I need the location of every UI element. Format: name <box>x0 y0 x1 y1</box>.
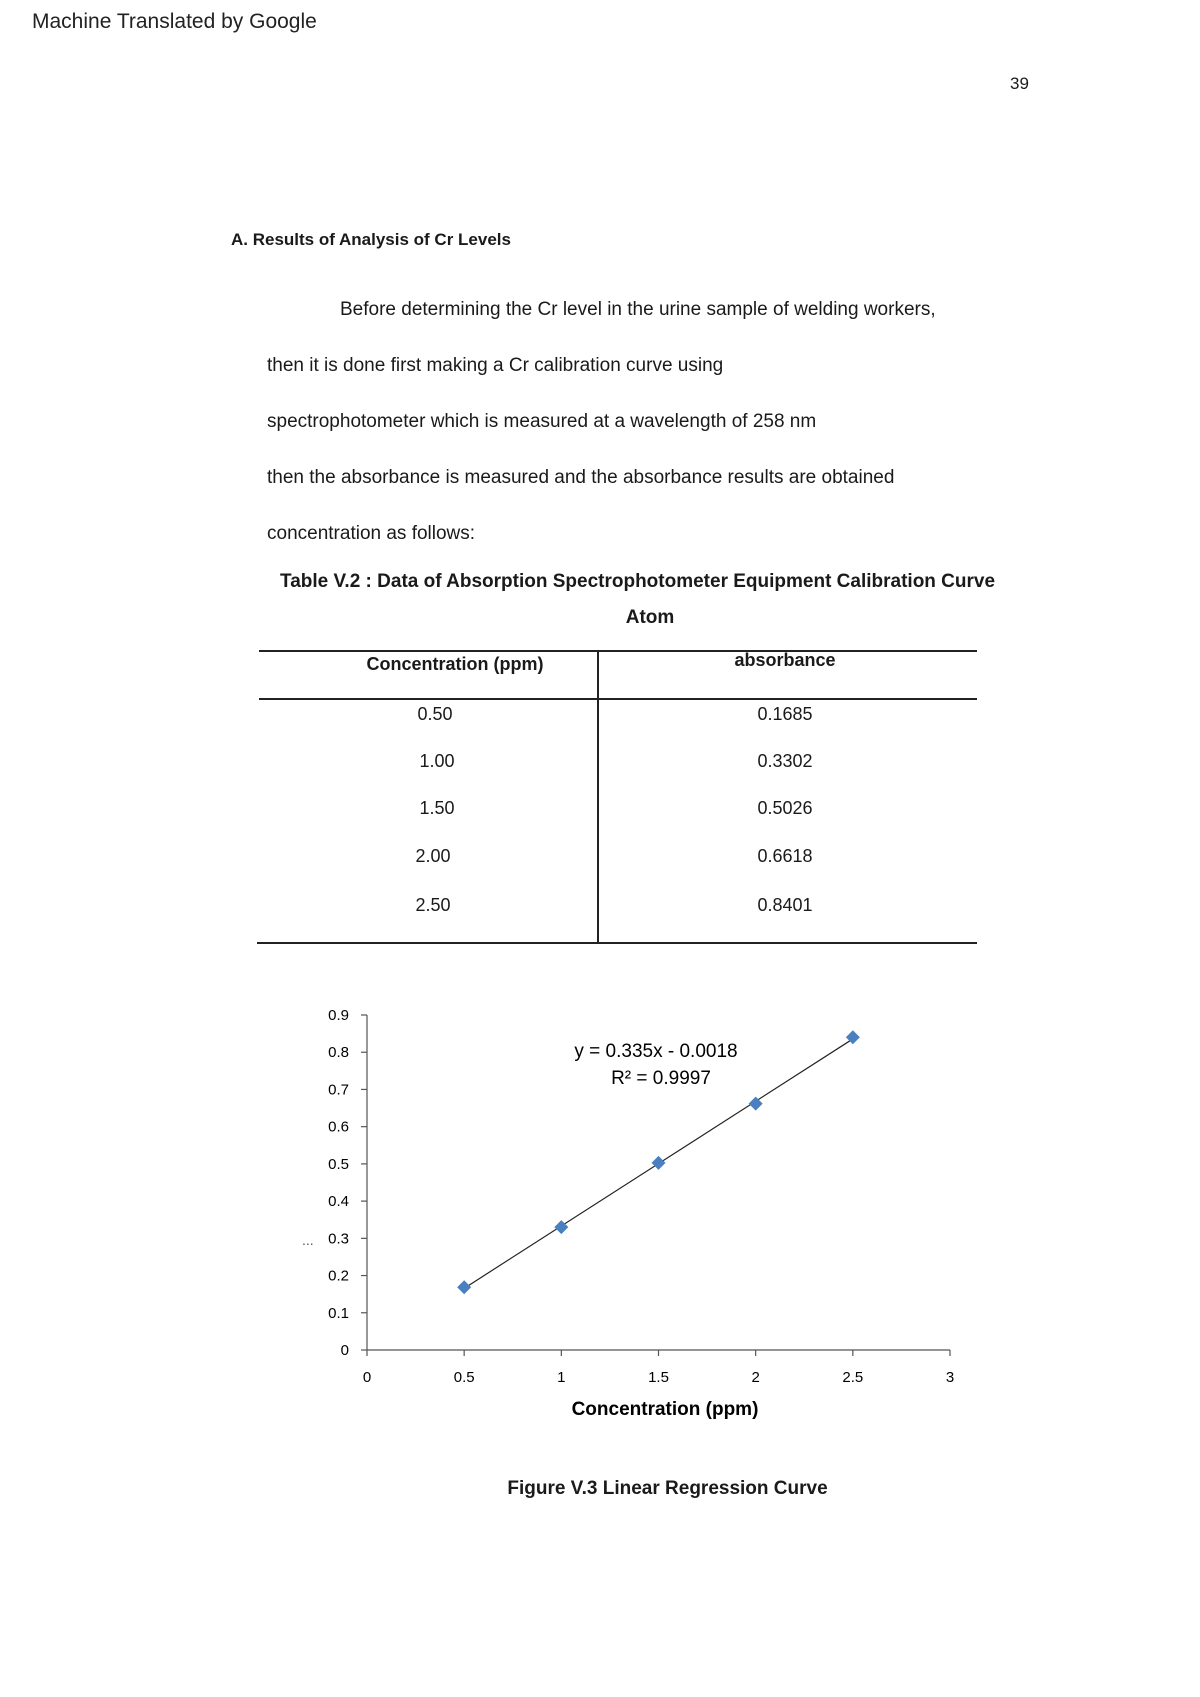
table-cell: 0.8401 <box>757 895 813 915</box>
table-cell: 0.50 <box>417 704 453 724</box>
y-tick-label: 0.2 <box>328 1267 349 1285</box>
y-tick-label: 0.3 <box>328 1230 349 1248</box>
column-header-absorbance: absorbance <box>734 650 836 670</box>
calibration-table <box>257 650 977 944</box>
section-heading: A. Results of Analysis of Cr Levels <box>231 230 511 249</box>
y-axis-ticks <box>328 1007 367 1359</box>
machine-translation-note: Machine Translated by Google <box>32 10 317 33</box>
paragraph-line: spectrophotometer which is measured at a wavelength of 258 nm <box>267 411 817 432</box>
x-axis-title: Concentration (ppm) <box>571 1399 759 1420</box>
x-tick-label: 3 <box>945 1369 955 1386</box>
table-cell: 2.50 <box>415 895 451 915</box>
data-point-marker <box>652 1156 666 1170</box>
y-axis-stray-marker: ... <box>302 1232 314 1248</box>
figure-caption: Figure V.3 Linear Regression Curve <box>507 1478 828 1499</box>
x-tick-label: 2.5 <box>842 1369 864 1386</box>
table-caption: Table V.2 : Data of Absorption Spectrophotometer Equipment Calibration Curve <box>280 571 996 592</box>
y-tick-label: 0 <box>340 1342 349 1359</box>
x-tick-label: 1 <box>557 1369 566 1386</box>
y-tick-label: 0.5 <box>328 1155 349 1173</box>
table-caption-continued: Atom <box>625 607 675 628</box>
regression-chart <box>0 990 1200 1440</box>
table-header-rule <box>259 698 977 700</box>
table-cell: 0.5026 <box>757 798 813 818</box>
paragraph-line: then it is done first making a Cr calibration curve using <box>267 355 724 376</box>
paragraph-line: then the absorbance is measured and the absorbance results are obtained <box>267 467 895 488</box>
table-cell: 2.00 <box>415 846 451 866</box>
page-number: 39 <box>1010 74 1029 93</box>
x-tick-label: 0.5 <box>453 1369 475 1386</box>
y-tick-label: 0.1 <box>328 1304 349 1322</box>
y-tick-label: 0.9 <box>328 1007 349 1024</box>
data-point-marker <box>457 1280 471 1294</box>
regression-equation: y = 0.335x - 0.0018 <box>574 1041 738 1062</box>
table-cell: 0.6618 <box>757 846 813 866</box>
table-cell: 0.1685 <box>757 704 813 724</box>
table-cell: 1.00 <box>419 751 455 771</box>
column-header-concentration: Concentration (ppm) <box>366 654 544 674</box>
table-column-divider <box>597 650 599 943</box>
x-tick-label: 0 <box>362 1369 372 1386</box>
table-bottom-rule <box>257 942 977 944</box>
y-tick-label: 0.4 <box>328 1193 349 1211</box>
x-axis-ticks <box>363 1350 954 1386</box>
x-tick-label: 2 <box>751 1369 760 1386</box>
x-tick-label: 1.5 <box>648 1369 669 1386</box>
table-cell: 0.3302 <box>757 751 813 771</box>
paragraph-line: concentration as follows: <box>267 523 476 544</box>
r-squared-label: R² = 0.9997 <box>611 1068 711 1089</box>
y-tick-label: 0.8 <box>328 1044 349 1062</box>
table-cell: 1.50 <box>419 798 455 818</box>
paragraph-line: Before determining the Cr level in the urine sample of welding workers, <box>340 299 936 320</box>
y-tick-label: 0.6 <box>328 1118 349 1136</box>
y-tick-label: 0.7 <box>328 1081 349 1099</box>
